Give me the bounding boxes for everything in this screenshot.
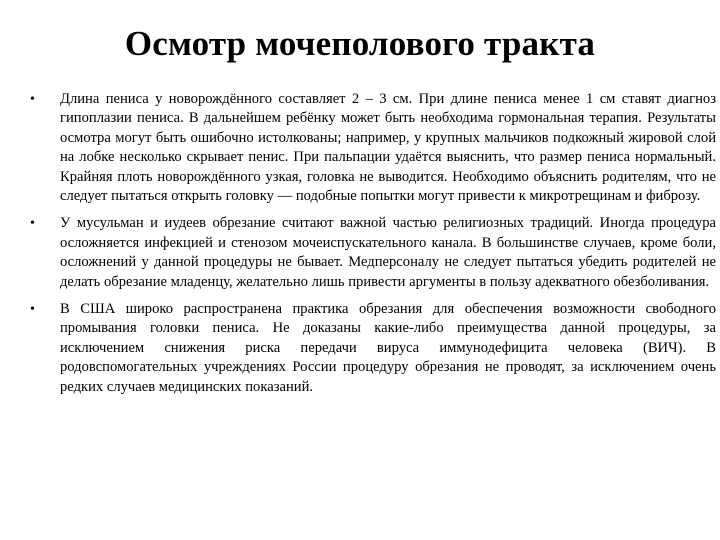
bullet-text: В США широко распространена практика обрезания для обеспечения возможности свободного промывания головки пениса. Не доказаны какие-либо преимущества данной процедуры, за исключением снижения риска передачи вируса иммунодефицита человека (ВИЧ). В родовспомогательных учреждениях России процедуру обрезания не проводят, за исключением очень редких случаев медицинских показаний. — [60, 301, 716, 395]
bullet-marker: • — [30, 216, 35, 232]
bullet-item-circumcision-tradition — [28, 214, 716, 292]
bullet-item-usa-practice — [28, 300, 716, 397]
bullet-marker: • — [30, 302, 35, 318]
bullet-text: Длина пениса у новорождённого составляет 2 – 3 см. При длине пениса менее 1 см ставят диагноз гипоплазии пениса. В дальнейшем ребёнку может быть необходима гормональная терапия. Результаты осмотра могут быть ошибочно истолкованы; например, у крупных мальчиков подкожный жировой слой на лобке несколько скрывает пенис. При пальпации удаётся выяснить, что размер пениса нормальный. Крайняя плоть новорождённого узкая, головка не выводится. Необходимо объяснить родителям, что не следует пытаться открыть головку — подобные попытки могут привести к микротрещинам и фиброзу. — [60, 91, 716, 205]
bullet-text: У мусульман и иудеев обрезание считают важной частью религиозных традиций. Иногда процедура осложняется инфекцией и стенозом мочеиспускательного канала. В большинстве случаев, кроме боли, осложнений у данной процедуры не бывает. Медперсоналу не следует пытаться убедить родителей не делать обрезание младенцу, желательно лишь привести аргументы в пользу адекватного обезболивания. — [60, 215, 716, 290]
bullet-marker: • — [30, 92, 35, 107]
bullet-list — [28, 90, 716, 405]
slide-title: Осмотр мочеполового тракта — [124, 24, 596, 63]
bullet-item-length — [28, 90, 716, 206]
